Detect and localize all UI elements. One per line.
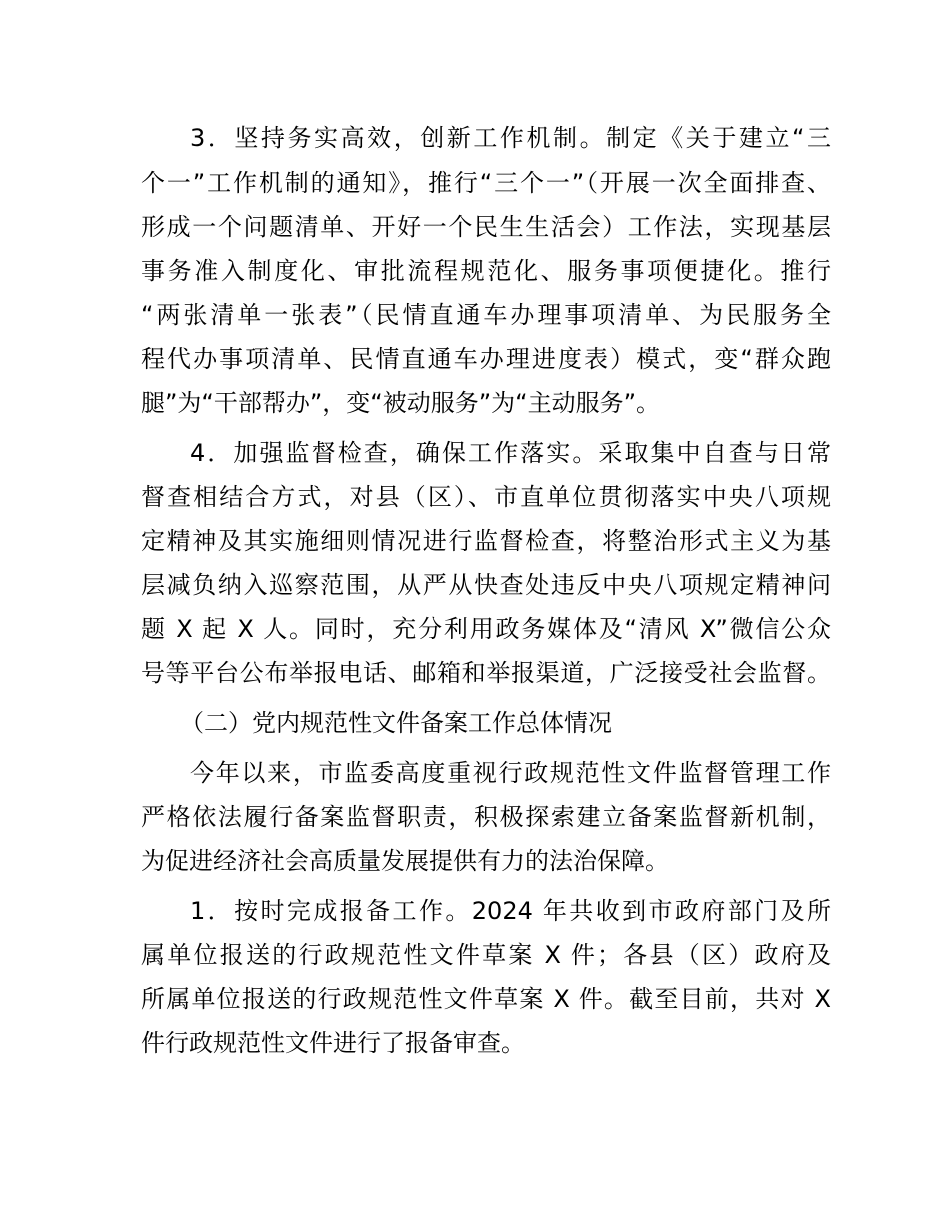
section-heading: （二）党内规范性文件备案工作总体情况 — [180, 709, 612, 737]
paragraph-2-line-4: 层减负纳入巡察范围，从严从快查处违反中央八项规定精神问 — [141, 571, 831, 599]
paragraph-1-line-3: 形成一个问题清单、开好一个民生生活会）工作法，实现基层 — [141, 213, 831, 241]
paragraph-2-line-2: 督查相结合方式，对县（区）、市直单位贯彻落实中央八项规 — [141, 483, 831, 511]
paragraph-1-line-5: “两张清单一张表”（民情直通车办理事项清单、为民服务全 — [141, 301, 831, 329]
paragraph-1-line-6: 程代办事项清单、民情直通车办理进度表）模式，变“群众跑 — [141, 345, 831, 373]
paragraph-3-line-2: 严格依法履行备案监督职责，积极探索建立备案监督新机制， — [141, 803, 831, 831]
paragraph-3-line-3: 为促进经济社会高质量发展提供有力的法治保障。 — [141, 847, 669, 875]
paragraph-1-line-4: 事务准入制度化、审批流程规范化、服务事项便捷化。推行 — [141, 257, 831, 285]
paragraph-1-line-2: 个一”工作机制的通知》，推行“三个一”（开展一次全面排查、 — [141, 169, 831, 197]
paragraph-2-line-6: 号等平台公布举报电话、邮箱和举报渠道，广泛接受社会监督。 — [141, 659, 831, 687]
paragraph-4-line-2: 属单位报送的行政规范性文件草案 X 件；各县（区）政府及 — [141, 941, 831, 969]
paragraph-4-line-3: 所属单位报送的行政规范性文件草案 X 件。截至目前，共对 X — [141, 985, 831, 1013]
paragraph-4-line-1: 1．按时完成报备工作。2024 年共收到市政府部门及所 — [190, 897, 831, 925]
paragraph-2-line-3: 定精神及其实施细则情况进行监督检查，将整治形式主义为基 — [141, 527, 831, 555]
paragraph-2-line-5: 题 X 起 X 人。同时，充分利用政务媒体及“清风 X”微信公众 — [141, 615, 831, 643]
paragraph-1-line-1: 3．坚持务实高效，创新工作机制。制定《关于建立“三 — [190, 124, 831, 152]
paragraph-3-line-1: 今年以来，市监委高度重视行政规范性文件监督管理工作 — [190, 759, 831, 787]
paragraph-4-line-4: 件行政规范性文件进行了报备审查。 — [141, 1029, 525, 1057]
paragraph-1-line-7: 腿”为“干部帮办”，变“被动服务”为“主动服务”。 — [141, 389, 661, 417]
paragraph-2-line-1: 4．加强监督检查，确保工作落实。采取集中自查与日常 — [190, 439, 831, 467]
